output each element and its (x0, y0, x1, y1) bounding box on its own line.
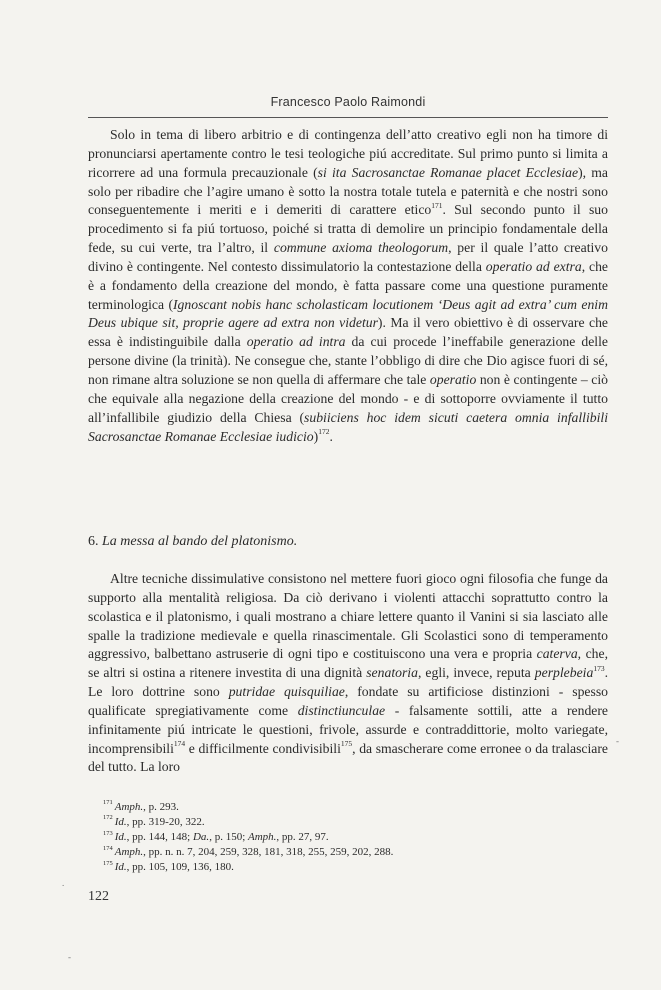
section-title: La messa al bando del platonismo. (102, 534, 298, 549)
citation-abbrev: Amph. (114, 801, 144, 813)
scan-speck: . (62, 878, 65, 888)
footnote-171 (103, 800, 608, 815)
text-run: - falsamente sottili, atte a rendere infinitamente piú intricate le questioni, frivole, assurde e contraddittorie, molto variegate, incomprensibili (88, 702, 608, 756)
text-run: , fondate su artificiose distinzioni - spesso qualificate spregiativamente come (88, 684, 609, 718)
footnote-number: 171 (103, 799, 113, 807)
latin-term: putridae quisquiliae (228, 684, 345, 700)
latin-quote: operatio ad intra (246, 334, 346, 350)
text-run: ) (313, 428, 319, 444)
text-run: e difficilmente condivisibili (185, 740, 341, 756)
text-run: , che è a fondamento della creazione del mondo, è fatta passare come una questione puramente terminologica ( (88, 258, 608, 312)
citation-pages: , p. 293. (143, 801, 179, 813)
text-run: , da smascherare come erronee o da tralasciare del tutto. La loro (88, 740, 608, 775)
paragraph-1 (88, 126, 608, 446)
header-rule (88, 117, 608, 118)
text-run: ). Ma il vero obiettivo è di osservare che essa è indistinguibile dalla (88, 315, 608, 350)
text-run: , egli, invece, reputa (417, 665, 535, 681)
latin-term: perplebeia (534, 665, 594, 681)
text-run: da cui procede l’ineffabile generazione delle persone divine (la trinità). Ne consegue che, stante l’obbligo di dire che Dio agisce fuori di sé, non rimane altra soluzione se non quella di affermare che tale (88, 334, 608, 387)
text-run: Solo in tema di libero arbitrio e di contingenza dell’atto creativo egli non ha timore di pronunciarsi apertamente contro le tesi teologiche piú accreditate. Sul primo punto si limita a ricorrere ad una formula precauzionale ( (88, 127, 608, 180)
section-heading (88, 534, 608, 550)
footnote-174 (103, 845, 608, 860)
paragraph-2-text (88, 570, 608, 777)
citation-abbrev: Amph. (114, 846, 144, 859)
latin-term: caterva (536, 646, 578, 662)
text-run: , per il quale l’atto creativo divino è contingente. Nel contesto dissimulatorio la contestazione della (88, 240, 608, 274)
citation-pages: , pp. 105, 109, 136, 180. (126, 861, 234, 874)
text-run: . (329, 428, 333, 444)
latin-quote: commune axioma theologorum (273, 240, 449, 256)
footnote-ref-174[interactable]: 174 (173, 739, 186, 749)
text-run: , che, se altri si ostina a ritenere investita di una dignità (88, 646, 608, 681)
citation-pages: , pp. 319-20, 322. (126, 816, 205, 829)
running-header: Francesco Paolo Raimondi (270, 95, 426, 109)
section-number: 6. (88, 534, 99, 549)
footnote-ref-175[interactable]: 175 (340, 739, 353, 749)
latin-term: distinctiunculae (297, 702, 386, 718)
citation-pages: , pp. 27, 97. (276, 831, 329, 844)
footnote-172 (103, 815, 608, 830)
footnote-173 (103, 830, 608, 845)
latin-quote: subiiciens hoc idem sicuti caetera omnia infallibili Sacrosanctae Romanae Ecclesiae iudicio (88, 409, 608, 444)
text-run: . Le loro dottrine sono (88, 665, 608, 700)
citation-pages: , p. 150; (209, 831, 248, 844)
citation-abbrev: Amph. (248, 831, 277, 844)
footnote-number: 173 (103, 829, 113, 837)
citation-abbrev: Da. (192, 831, 210, 844)
text-run: ), ma solo per ribadire che l’agire umano è sotto la nostra totale tutela e paternità e che nostri sono conseguentemente i meriti e i demeriti di carattere etico (88, 164, 608, 218)
latin-quote: operatio ad extra (485, 258, 582, 274)
latin-quote: Ignoscant nobis hanc scholasticam locutionem ‘Deus agit ad extra’ cum enim Deus ubique sit, proprie agere ad extra non videtur (88, 296, 608, 331)
footnote-number: 172 (103, 814, 113, 822)
text-run: non è contingente – ciò che equivale alla negazione della creazione del mondo - e di sottoporre ovviamente il tutto all’infallibile giudizio della Chiesa ( (88, 371, 608, 425)
paragraph-1-text (88, 126, 608, 446)
footnote-175 (103, 860, 608, 875)
footnote-number: 175 (103, 859, 113, 867)
footnote-number: 174 (103, 844, 113, 852)
citation-abbrev: Id. (114, 831, 127, 844)
footnotes (103, 800, 608, 875)
text-run: Altre tecniche dissimulative consistono nel mettere fuori gioco ogni filosofia che funge da supporto alla mentalità religiosa. Da ciò derivano i violenti attacchi soprattutto contro la scolastica e il platonismo, i quali mostrano a chiare lettere quanto il Vanini si sia lasciato alle spalle la tradizione medievale e quella rinascimentale. Gli Scolastici sono di temperamento aggressivo, balbettano astruserie di ogni tipo e costituiscono una vera e propria (88, 571, 608, 662)
footnote-ref-173[interactable]: 173 (593, 663, 605, 673)
scan-speck: - (68, 952, 71, 962)
citation-abbrev: Id. (114, 816, 127, 829)
citation-pages: , pp. 144, 148; (126, 831, 193, 844)
footnote-ref-172[interactable]: 172 (318, 426, 330, 436)
latin-term: senatoria (366, 665, 418, 681)
paragraph-2 (88, 570, 608, 777)
text-run: . Sul secondo punto il suo procedimento si fa piú tortuoso, poiché si tratta di demolire un principio fondamentale della fede, su cui verte, tra l’altro, il (88, 202, 608, 256)
citation-abbrev: Id. (114, 861, 127, 874)
citation-pages: , pp. n. n. 7, 204, 259, 328, 181, 318, 255, 259, 202, 288. (143, 846, 394, 859)
footnote-ref-171[interactable]: 171 (431, 200, 443, 210)
page-number: 122 (88, 889, 109, 904)
latin-quote: operatio (429, 371, 477, 387)
scan-speck: - (616, 736, 619, 746)
latin-quote: si ita Sacrosanctae Romanae placet Ecclesiae (317, 164, 579, 180)
